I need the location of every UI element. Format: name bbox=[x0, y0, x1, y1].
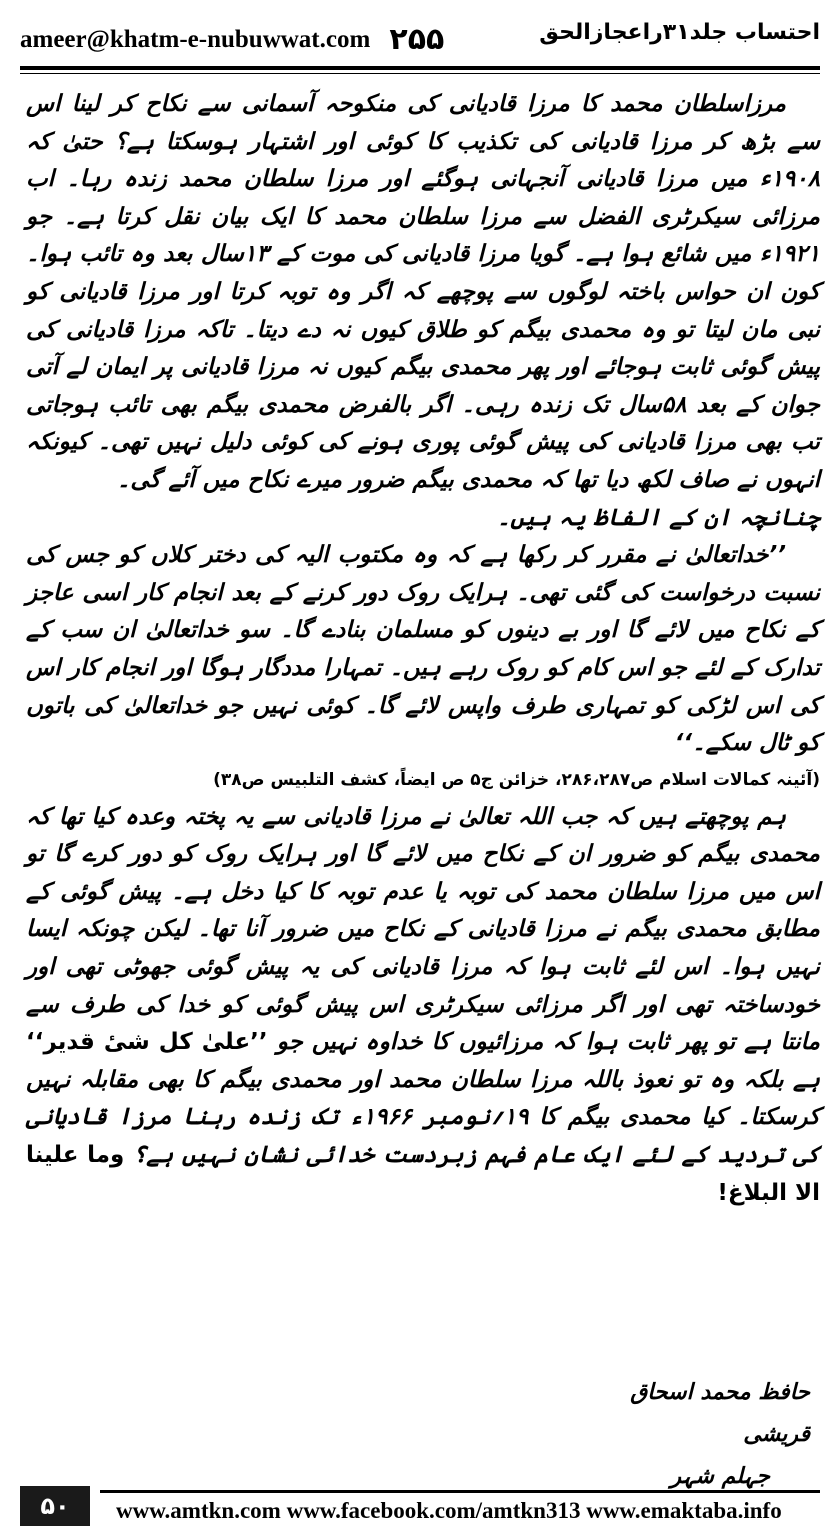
book-title: احتساب جلد۳۱راعجازالحق bbox=[539, 20, 820, 45]
footer-rule bbox=[100, 1490, 820, 1493]
paragraph-1: مرزاسلطان محمد کا مرزا قادیانی کی منکوحہ آسمانی سے نکاح کر لینا اس سے بڑھ کر مرزا قادیانی کی تکذیب کا کوئی اور اشتہار ہوسکتا ہے؟ حتیٰ کہ ۱۹۰۸ء میں مرزا قادیانی آنجہانی ہوگئے اور مرزا سلطان محمد زندہ رہا۔ اب مرزائی سیکرٹری الفضل سے مرزا سلطان محمد کا ایک بیان نقل کرتا ہے۔ جو ۱۹۲۱ء میں شائع ہوا ہے۔ گویا مرزا قادیانی کی موت کے ۱۳سال بعد وہ تائب ہوا۔ کون ان حواس باختہ لوگوں سے پوچھے کہ اگر وہ توبہ کرتا اور مرزا قادیانی کو نبی مان لیتا تو وہ محمدی بیگم کو طلاق کیوں نہ دے دیتا۔ تاکہ مرزا قادیانی کی پیش گوئی ثابت ہوجائے اور پھر محمدی بیگم کیوں نہ مرزا قادیانی پر ایمان لے آتی جوان کے بعد ۵۸سال تک زندہ رہی۔ اگر بالفرض محمدی بیگم بھی تائب ہوجاتی تب بھی مرزا قادیانی کی پیش گوئی پوری ہونے کی کوئی دلیل نہیں تھی۔ کیونکہ انہوں نے صاف لکھ دیا تھا کہ محمدی بیگم ضرور میرے نکاح میں آئے گی۔ bbox=[26, 91, 820, 493]
header-rule-thin bbox=[20, 73, 820, 74]
signature-block bbox=[560, 1372, 810, 1498]
page-footer bbox=[20, 1484, 820, 1534]
arabic-phrase: ’’علیٰ کل شیٔ قدیر‘‘ bbox=[26, 1029, 268, 1056]
footer-websites[interactable]: www.amtkn.com www.facebook.com/amtkn313 www.emaktaba.info bbox=[116, 1498, 782, 1523]
conclusion-part-1: ہم پوچھتے ہیں کہ جب اللہ تعالیٰ نے مرزا قادیانی سے یہ پختہ وعدہ کیا تھا کہ محمدی بیگم کو ضرور ان کے نکاح میں لائے گا اور ہرایک روک کو دور کرے گا تو اس میں مرزا سلطان محمد کی توبہ یا عدم توبہ کا کیا دخل ہے۔ پیش گوئی کے مطابق محمدی بیگم نے مرزا قادیانی کے نکاح میں ضرور آنا تھا۔ لیکن چونکہ ایسا نہیں ہوا۔ اس لئے ثابت ہوا کہ مرزا قادیانی کی یہ پیش گوئی جھوٹی تھی اور خودساختہ تھی اور اگر مرزائی سیکرٹری اس پیش گوئی کو خدا کی طرف سے مانتا ہے تو پھر ثابت ہوا کہ مرزائیوں کا خداوہ نہیں جو bbox=[26, 803, 820, 1056]
paragraph-2: چنانچہ ان کے الفاظ یہ ہیں۔ bbox=[496, 504, 820, 531]
body-text bbox=[26, 86, 820, 1212]
footer-page-number: ۵۰ bbox=[20, 1486, 90, 1526]
header-left bbox=[20, 20, 444, 55]
closing-arabic: وما علینا الا البلاغ! bbox=[26, 1142, 820, 1206]
signature-city: جہلم شہر bbox=[670, 1464, 770, 1489]
quotation: ’’خداتعالیٰ نے مقرر کر رکھا ہے کہ وہ مکتوب الیہ کی دختر کلاں کو جس کی نسبت درخواست کی گئی تھی۔ ہرایک روک دور کرنے کے بعد انجام کار اسی عاجز کے نکاح میں لائے گا اور بے دینوں کو مسلمان بنادے گا۔ سو خداتعالیٰ ان سب کے تدارک کے لئے جو اس کام کو روک رہے ہیں۔ تمہارا مددگار ہوگا اور انجام کار اس کی اس لڑکی کو تمہاری طرف واپس لائے گا۔ کوئی نہیں جو خداتعالیٰ کی باتوں کو ٹال سکے۔‘‘ bbox=[26, 542, 820, 757]
conclusion-paragraph bbox=[26, 799, 820, 1213]
header-rule bbox=[20, 66, 820, 70]
page-number: ۲۵۵ bbox=[389, 22, 445, 57]
signature-name: حافظ محمد اسحاق قریشی bbox=[630, 1380, 810, 1447]
reference: (آئینہ کمالات اسلام ص۲۸۶،۲۸۷، خزائن ج۵ ص ایضاً، کشف التلبیس ص۳۸) bbox=[213, 769, 820, 790]
email-address[interactable]: ameer@khatm-e-nubuwwat.com bbox=[20, 26, 371, 53]
conclusion-part-2: ہے بلکہ وہ تو نعوذ باللہ مرزا سلطان محمد اور محمدی بیگم کا بھی مقابلہ نہیں کرسکتا۔ کیا محمدی بیگم کا ۱۹؍نومبر ۱۹۶۶ء تک زندہ رہنا مرزا قادیانی کی تردید کے لئے ایک عام فہم زبردست خدائی نشان نہیں ہے؟ bbox=[26, 1066, 820, 1169]
page-header bbox=[20, 14, 820, 60]
